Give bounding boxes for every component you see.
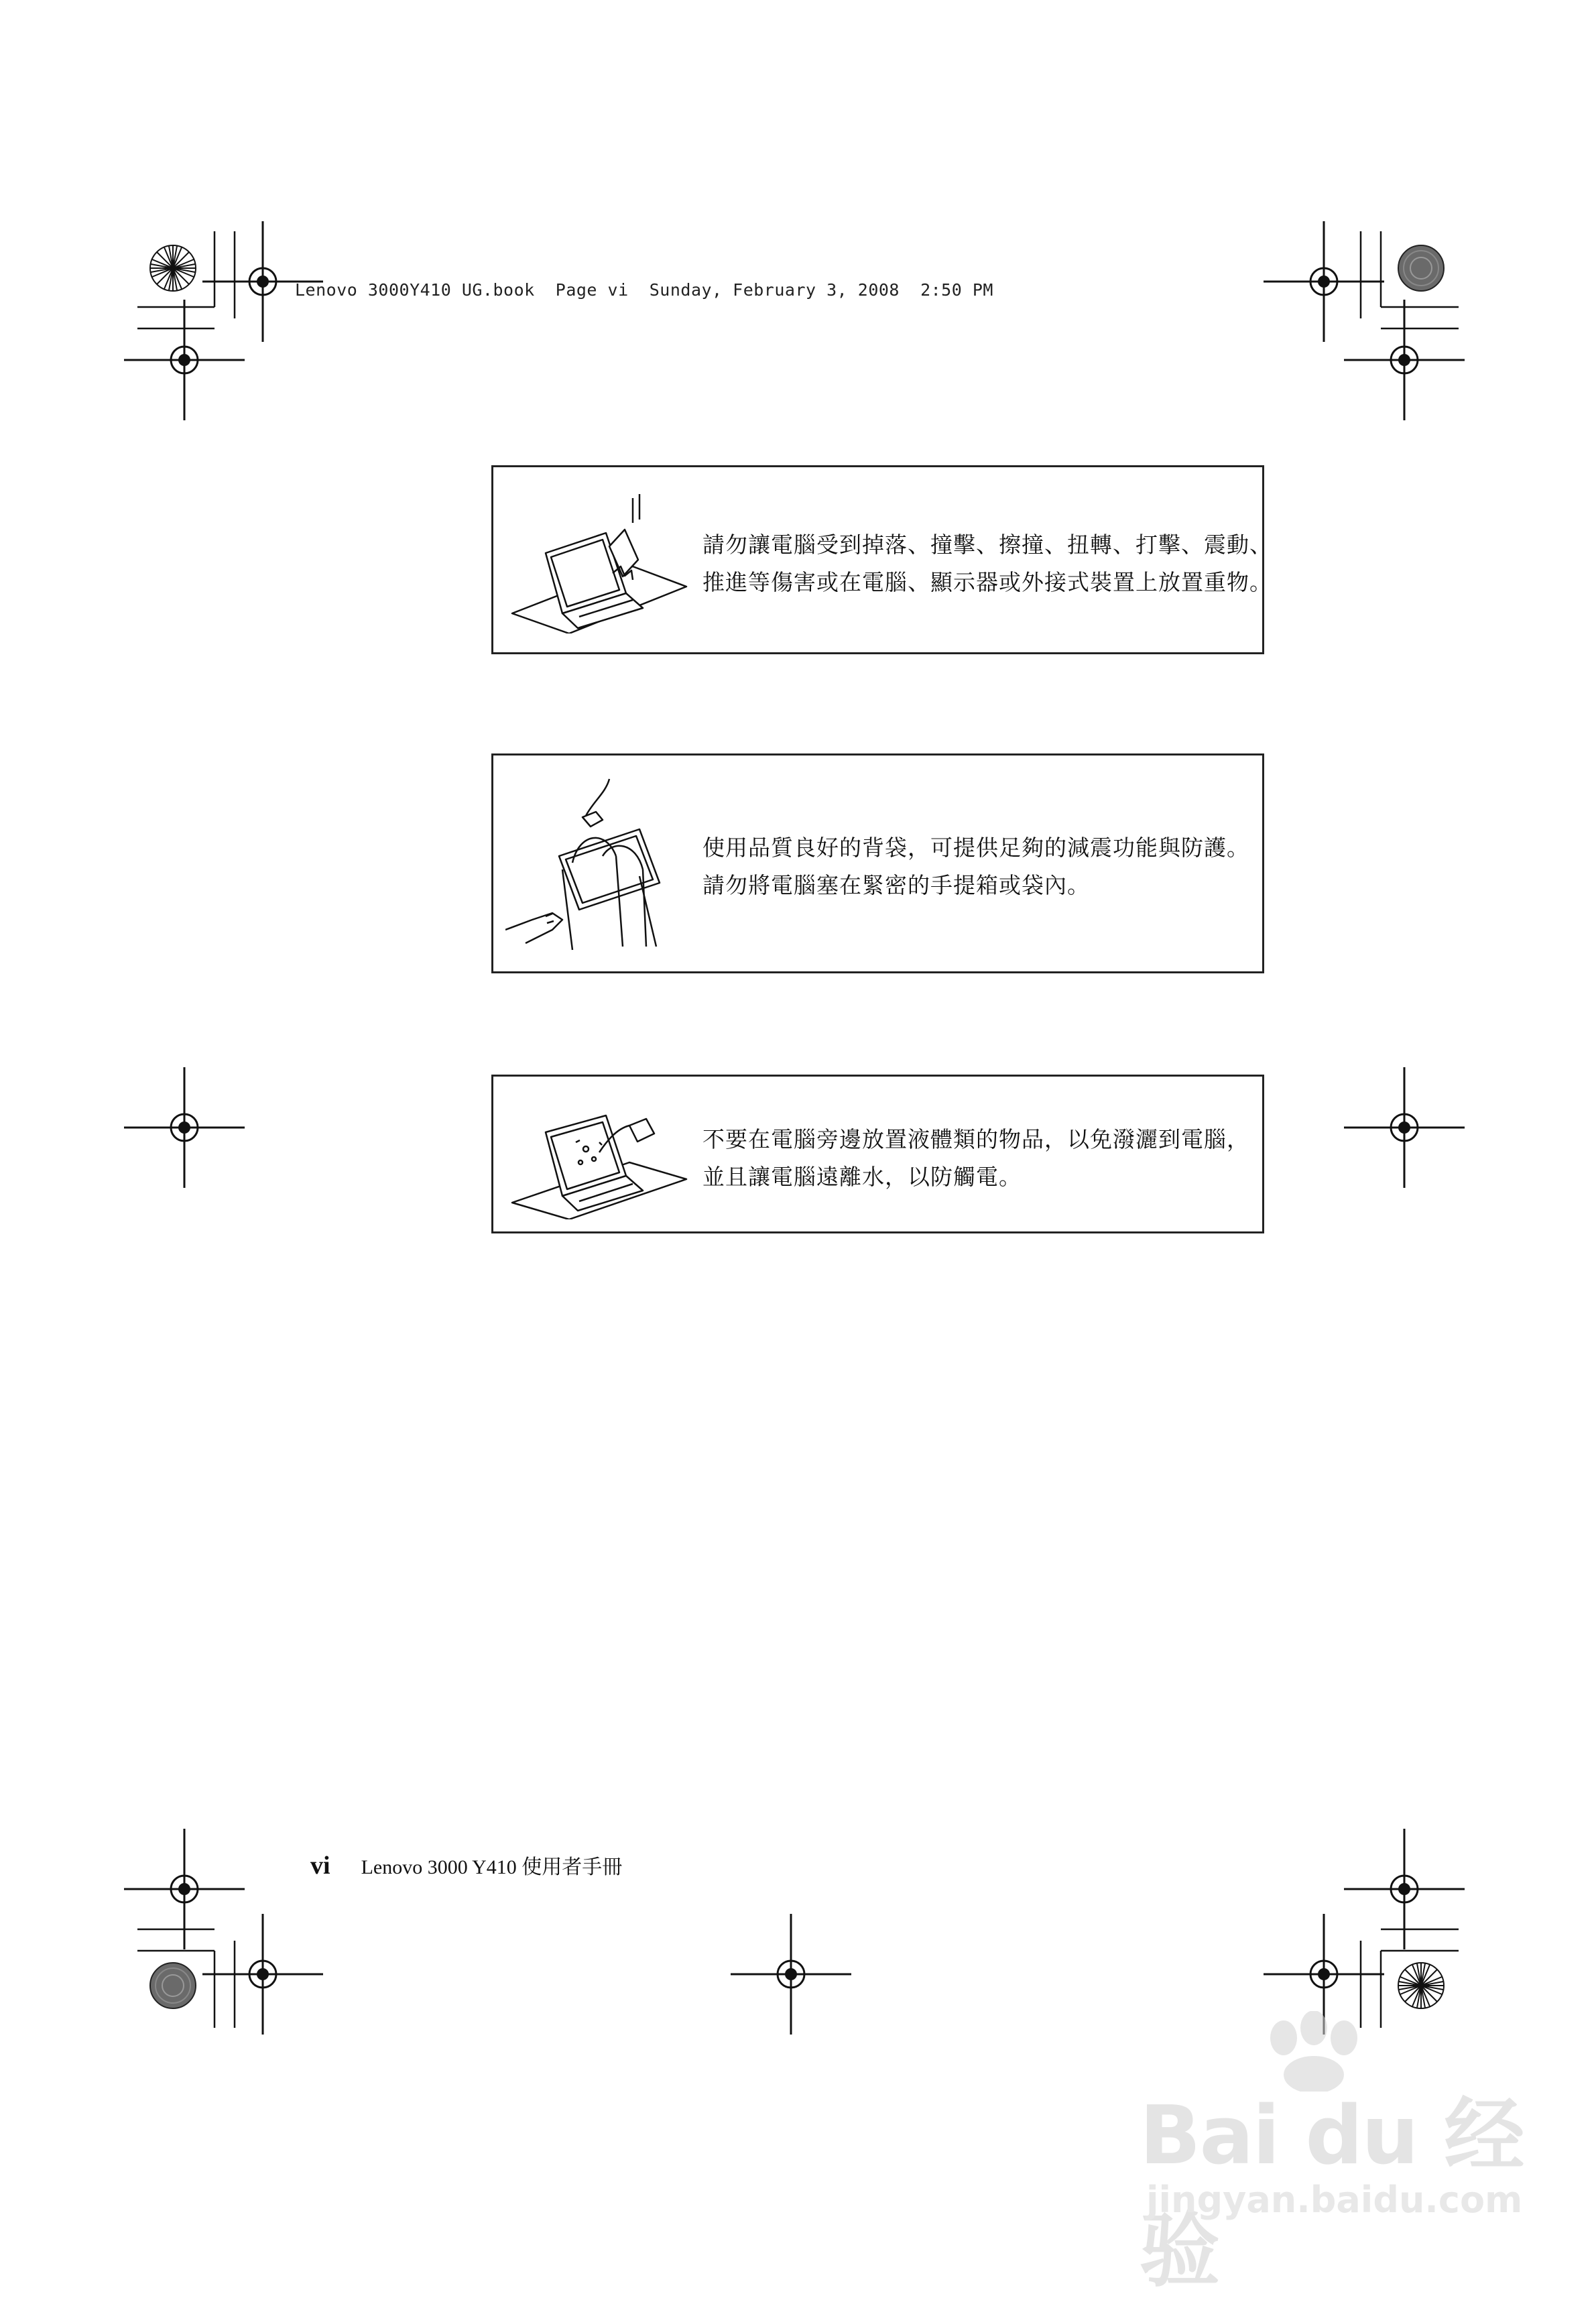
watermark-brand: Bai du 经验 (1140, 2089, 1524, 2298)
baidu-watermark (1099, 2011, 1528, 2298)
page-footer (310, 1850, 622, 1880)
book-title: Lenovo 3000 Y410 使用者手冊 (361, 1856, 623, 1878)
notice-text-line: 不要在電腦旁邊放置液體類的物品，以免潑灑到電腦， (702, 1126, 1249, 1152)
notice-text-line: 請勿將電腦塞在緊密的手提箱或袋內。 (702, 872, 1090, 898)
laptop-liquid-icon (505, 1095, 693, 1219)
laptop-impact-icon (505, 493, 693, 633)
print-header: Lenovo 3000Y410 UG.book Page vi Sunday, February 3, 2008 2:50 PM (295, 280, 993, 300)
watermark-site: jingyan.baidu.com (1146, 2179, 1523, 2221)
notice-text-line: 請勿讓電腦受到掉落、撞擊、擦撞、扭轉、打擊、震動、 (702, 532, 1272, 558)
notice-text-line: 推進等傷害或在電腦、顯示器或外接式裝置上放置重物。 (702, 569, 1272, 595)
notice-box-bag (491, 753, 1264, 973)
notice-text-line: 並且讓電腦遠離水，以防觸電。 (702, 1164, 1022, 1190)
notice-box-impact (491, 465, 1272, 654)
page-number: vi (310, 1852, 330, 1880)
notice-box-liquid (491, 1075, 1264, 1233)
notice-text-line: 使用品質良好的背袋，可提供足夠的減震功能與防護。 (702, 835, 1249, 861)
laptop-bag-icon (505, 776, 693, 963)
